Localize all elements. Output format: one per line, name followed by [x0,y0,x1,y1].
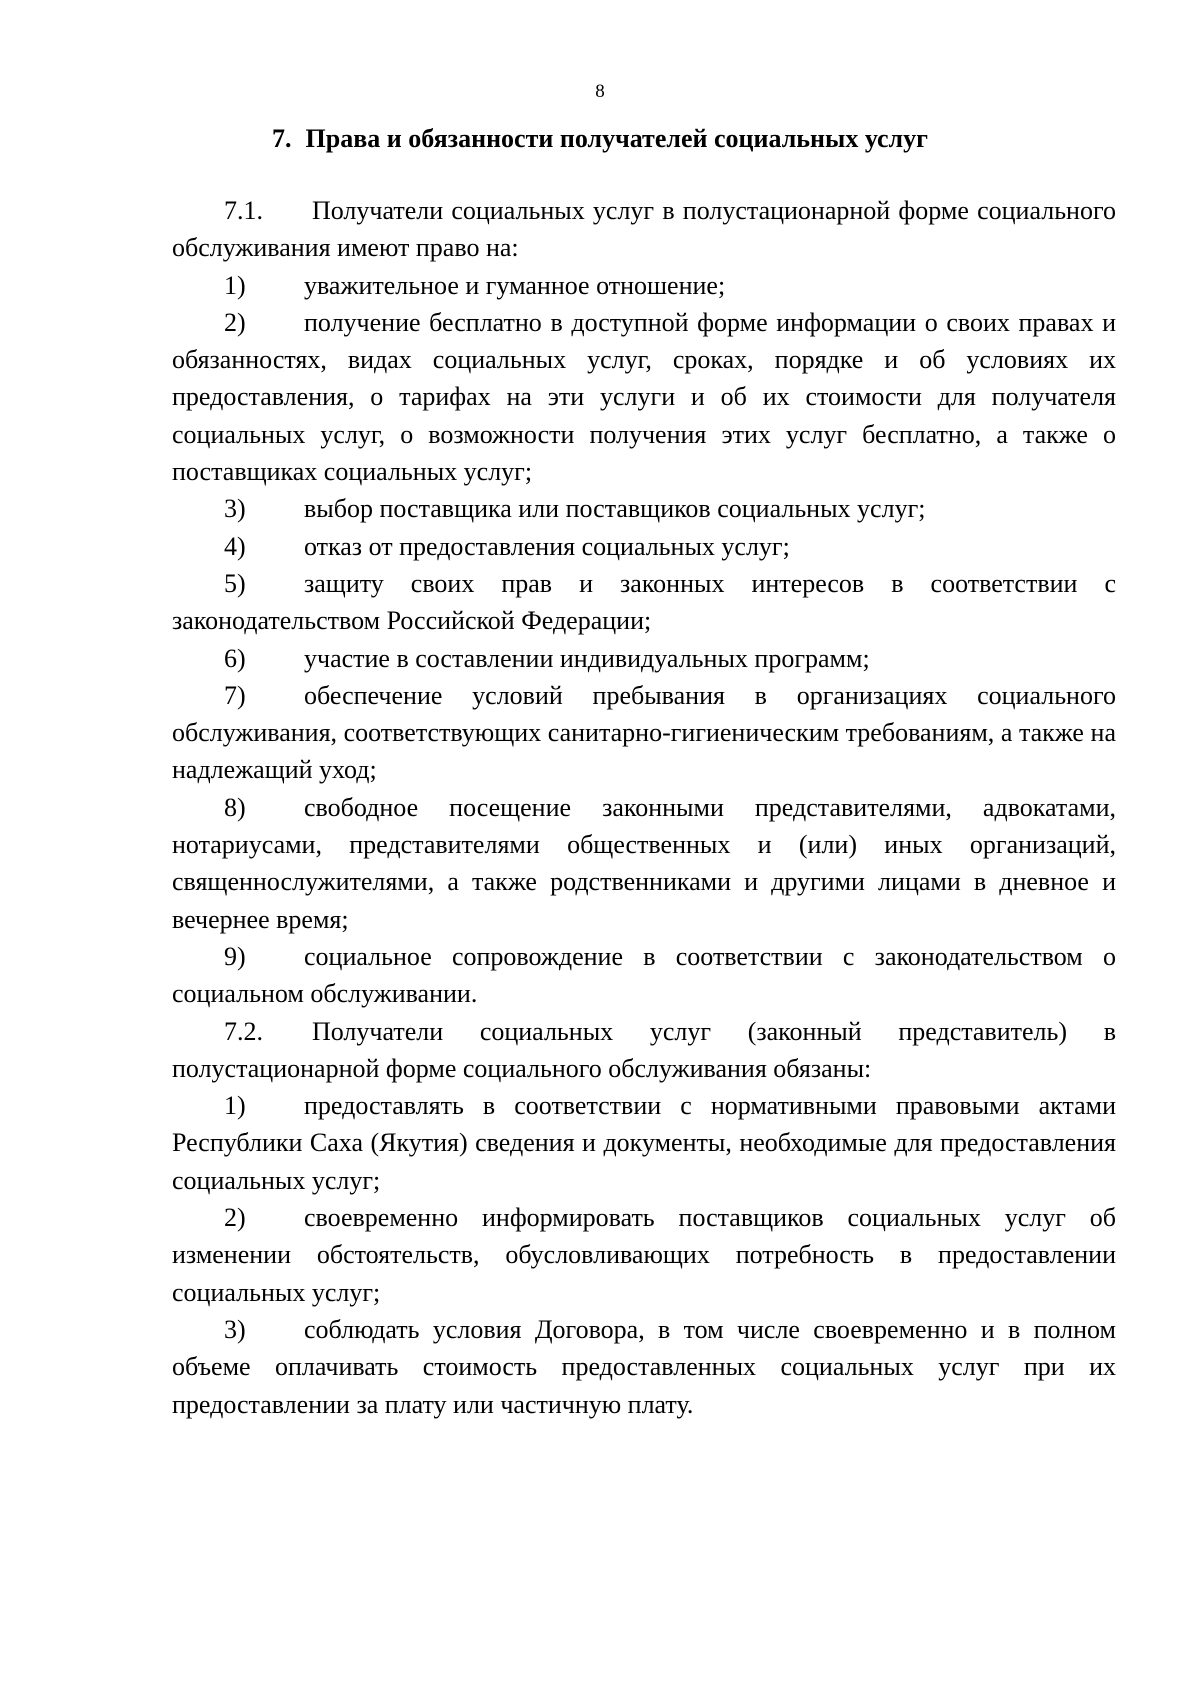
list-item-text: отказ от предоставления социальных услуг; [304,531,790,561]
list-item-text: уважительное и гуманное отношение; [304,270,726,300]
rights-intro-paragraph [172,192,1116,267]
list-item-marker: 5) [224,568,246,598]
rights-item-4 [172,528,1116,565]
list-item-marker: 1) [224,270,246,300]
list-item-text: предоставлять в соответствии с нормативными правовыми актами Республики Саха (Якутия) сведения и документы, необходимые для предоставления социальных услуг; [172,1091,1116,1195]
list-item-marker: 2) [224,307,246,337]
list-item-marker: 3) [224,1314,246,1344]
list-item-text: социальное сопровождение в соответствии с законодательством о социальном обслуживании. [172,941,1116,1009]
paragraph-text: Получатели социальных услуг в полустационарной форме социального обслуживания имеют право на: [172,196,1116,263]
list-item-text: соблюдать условия Договора, в том числе своевременно и в полном объеме оплачивать стоимость предоставленных социальных услуг при их предоставлении за плату или частичную плату. [172,1314,1116,1419]
list-item-marker: 6) [224,643,246,673]
duties-item-2 [172,1199,1116,1311]
rights-item-2 [172,304,1116,490]
paragraph-number: 7.1. [224,196,263,225]
rights-item-7 [172,677,1116,789]
list-item-marker: 2) [224,1203,246,1233]
page-number: 8 [595,81,605,102]
list-item-marker: 4) [224,531,246,561]
duties-intro-paragraph [172,1013,1116,1088]
rights-item-5 [172,565,1116,640]
duties-item-1 [172,1087,1116,1199]
list-item-marker: 7) [224,680,246,710]
list-item-text: защиту своих прав и законных интересов в соответствии с законодательством Российской Федерации; [172,568,1116,636]
rights-item-6 [172,640,1116,677]
document-body [172,192,1116,1423]
list-item-text: получение бесплатно в доступной форме информации о своих правах и обязанностях, видах социальных услуг, сроках, порядке и об условиях их предоставления, о тарифах на эти услуги и об их стоимости для получателя социальных услуг, о возможности получения этих услуг бесплатно, а также о поставщиках социальных услуг; [172,307,1116,487]
rights-item-3 [172,490,1116,527]
rights-item-9 [172,938,1116,1013]
list-item-marker: 8) [224,792,246,822]
list-item-marker: 3) [224,494,246,524]
paragraph-text: Получатели социальных услуг (законный представитель) в полустационарной форме социального обслуживания обязаны: [172,1016,1116,1083]
list-item-marker: 9) [224,941,246,971]
section-title-text: Права и обязанности получателей социальных услуг [305,124,928,153]
section-number: 7. [272,124,292,153]
paragraph-number: 7.2. [224,1016,263,1046]
list-item-text: свободное посещение законными представителями, адвокатами, нотариусами, представителями общественных и (или) иных организаций, священнослужителями, а также родственниками и другими лицами в дневное и вечернее время; [172,792,1116,934]
list-item-text: обеспечение условий пребывания в организациях социального обслуживания, соответствующих санитарно-гигиеническим требованиям, а также на надлежащий уход; [172,680,1116,785]
list-item-text: участие в составлении индивидуальных программ; [304,643,870,673]
rights-item-8 [172,789,1116,938]
rights-item-1 [172,267,1116,304]
list-item-text: выбор поставщика или поставщиков социальных услуг; [304,494,926,524]
duties-item-3 [172,1311,1116,1423]
list-item-text: своевременно информировать поставщиков социальных услуг об изменении обстоятельств, обусловливающих потребность в предоставлении социальных услуг; [172,1203,1116,1307]
section-title [0,123,1200,155]
list-item-marker: 1) [224,1091,246,1121]
